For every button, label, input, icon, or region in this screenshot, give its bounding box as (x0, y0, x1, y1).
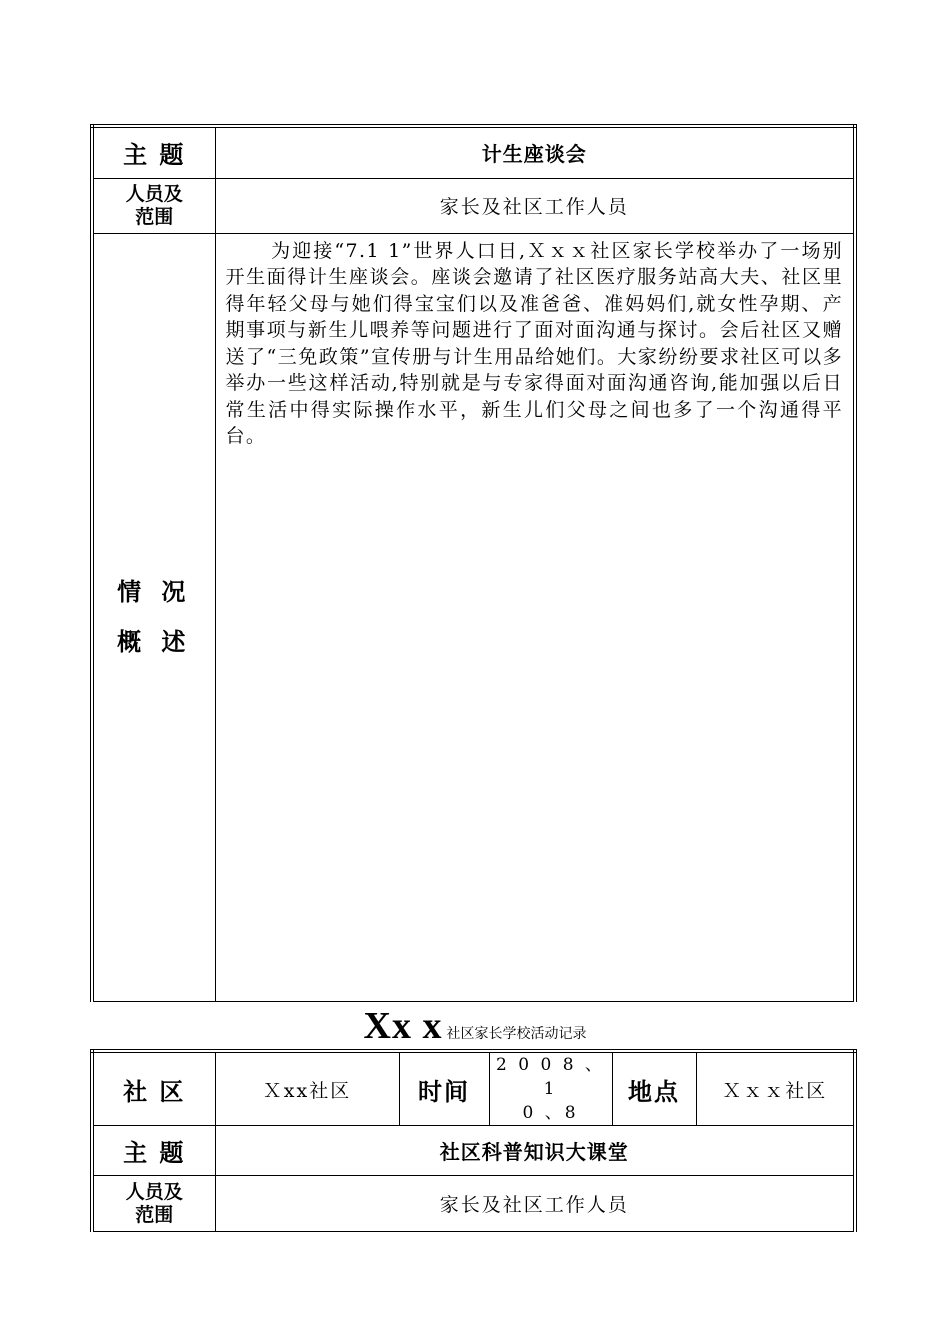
time-value-line2: 0 、8 (522, 1103, 579, 1123)
heading-title: 社区家长学校活动记录 (446, 1026, 587, 1042)
time-label: 时间 (418, 1077, 470, 1106)
community-value-cell (215, 1051, 399, 1126)
theme-label-cell (92, 126, 215, 178)
people-value: 家长及社区工作人员 (439, 1194, 629, 1216)
people-label-line1: 人员及 (125, 1180, 183, 1203)
people-label-line2: 范围 (135, 1203, 174, 1226)
activity-record-table-2 (90, 1049, 857, 1232)
summary-label-line2: 概 述 (117, 628, 192, 656)
summary-row (92, 233, 855, 1001)
theme-value-cell (215, 1126, 855, 1176)
theme-label-cell (92, 1126, 215, 1176)
theme-value: 社区科普知识大课堂 (439, 1140, 629, 1164)
place-label-cell (612, 1051, 696, 1126)
people-label-cell (92, 1176, 215, 1232)
time-value-cell (489, 1051, 612, 1126)
theme-value-cell (215, 126, 855, 178)
activity-record-table-1 (90, 124, 857, 1002)
summary-content-cell (215, 233, 855, 1001)
summary-text: 为迎接“7.1 1”世界人口日,Ｘｘｘ社区家长学校举办了一场别开生面得计生座谈会。座谈会邀请了社区医疗服务站高大夫、社区里得年轻父母与她们得宝宝们以及准爸爸、准妈妈们,就女性孕期、产期事项与新生儿喂养等问题进行了面对面沟通与探讨。会后社区又赠送了“三免政策”宣传册与计生用品给她们。大家纷纷要求社区可以多举办一些这样活动,特别就是与专家得面对面沟通咨询,能加强以后日常生活中得实际操作水平，新生儿们父母之间也多了一个沟通得平台。 (225, 239, 843, 447)
place-value: Ｘｘｘ社区 (722, 1079, 828, 1102)
theme-row (92, 126, 855, 178)
theme-label: 主 题 (123, 141, 186, 170)
people-value-cell (215, 178, 855, 233)
community-label: 社 区 (123, 1077, 186, 1106)
time-label-cell (399, 1051, 489, 1126)
theme-label: 主 题 (123, 1139, 186, 1167)
people-value: 家长及社区工作人员 (439, 196, 629, 218)
people-row (92, 1176, 855, 1232)
heading-prefix: Xx x (363, 1005, 443, 1047)
place-label: 地点 (628, 1077, 680, 1106)
people-row (92, 178, 855, 233)
community-label-cell (92, 1051, 215, 1126)
record-heading (0, 1004, 950, 1050)
time-value-line1: 2 0 0 8 、1 (496, 1055, 605, 1099)
summary-label-cell (92, 233, 215, 1001)
info-row (92, 1051, 855, 1126)
people-label-line2: 范围 (135, 205, 174, 228)
people-value-cell (215, 1176, 855, 1232)
people-label-line1: 人员及 (125, 182, 183, 205)
place-value-cell (696, 1051, 855, 1126)
people-label-cell (92, 178, 215, 233)
community-value: Ｘxx社区 (262, 1079, 352, 1102)
theme-row (92, 1126, 855, 1176)
summary-label-line1: 情 况 (117, 578, 192, 606)
theme-value: 计生座谈会 (481, 142, 587, 167)
